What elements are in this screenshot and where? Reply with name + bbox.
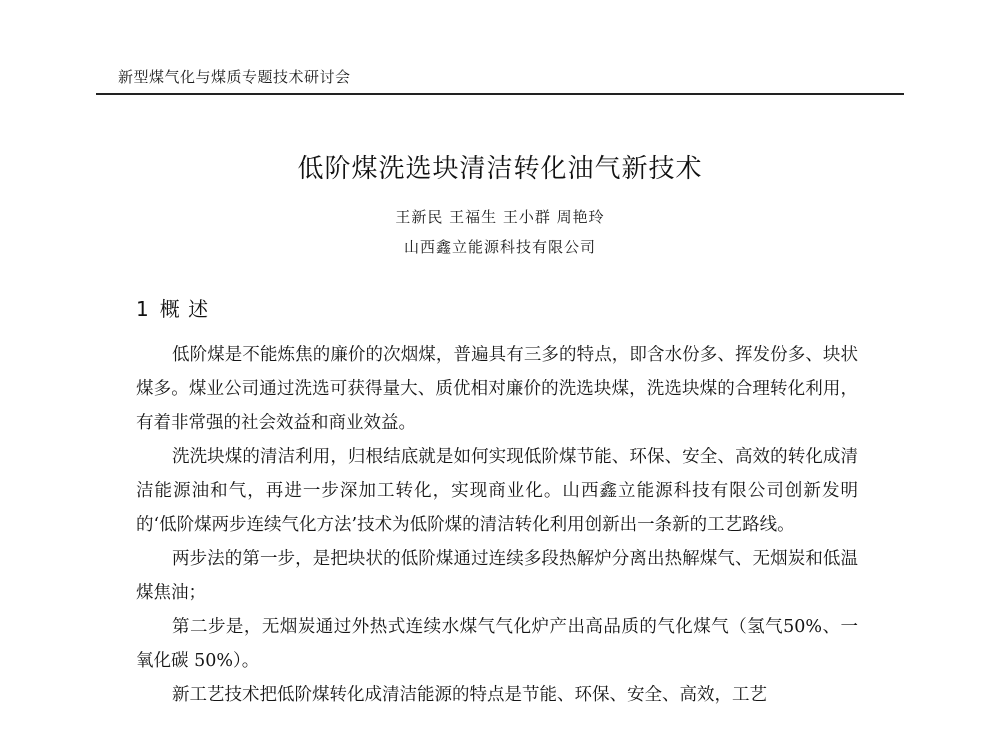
article-title: 低阶煤洗选块清洁转化油气新技术: [297, 154, 703, 184]
paragraph-3: 两步法的第一步，是把块状的低阶煤通过连续多段热解炉分离出热解煤气、无烟炭和低温煤焦油；: [136, 549, 858, 603]
running-header: 新型煤气化与煤质专题技术研讨会: [118, 68, 351, 86]
paragraph-5: 新工艺技术把低阶煤转化成清洁能源的特点是节能、环保、安全、高效，工艺: [172, 685, 767, 705]
article-affiliation: 山西鑫立能源科技有限公司: [403, 238, 596, 256]
section-title: 概 述: [159, 297, 210, 321]
body-text: [136, 338, 858, 712]
section-number: 1: [136, 297, 150, 321]
section-heading: [136, 293, 209, 322]
paragraph-2: 洗洗块煤的清洁利用，归根结底就是如何实现低阶煤节能、环保、安全、高效的转化成清洁能源油和气，再进一步深加工转化，实现商业化。山西鑫立能源科技有限公司创新发明的‘低阶煤两步连续气化方法’技术为低阶煤的清洁转化利用创新出一条新的工艺路线。: [136, 447, 858, 535]
article-authors: 王新民 王福生 王小群 周艳玲: [395, 208, 605, 226]
paragraph-1: 低阶煤是不能炼焦的廉价的次烟煤，普遍具有三多的特点，即含水份多、挥发份多、块状煤多。煤业公司通过洗选可获得量大、质优相对廉价的洗选块煤，洗选块煤的合理转化利用，有着非常强的社会效益和商业效益。: [136, 345, 858, 433]
paragraph-4: 第二步是，无烟炭通过外热式连续水煤气气化炉产出高品质的气化煤气（氢气50%、一氧化碳 50%）。: [136, 617, 858, 671]
header-rule: [96, 93, 904, 95]
